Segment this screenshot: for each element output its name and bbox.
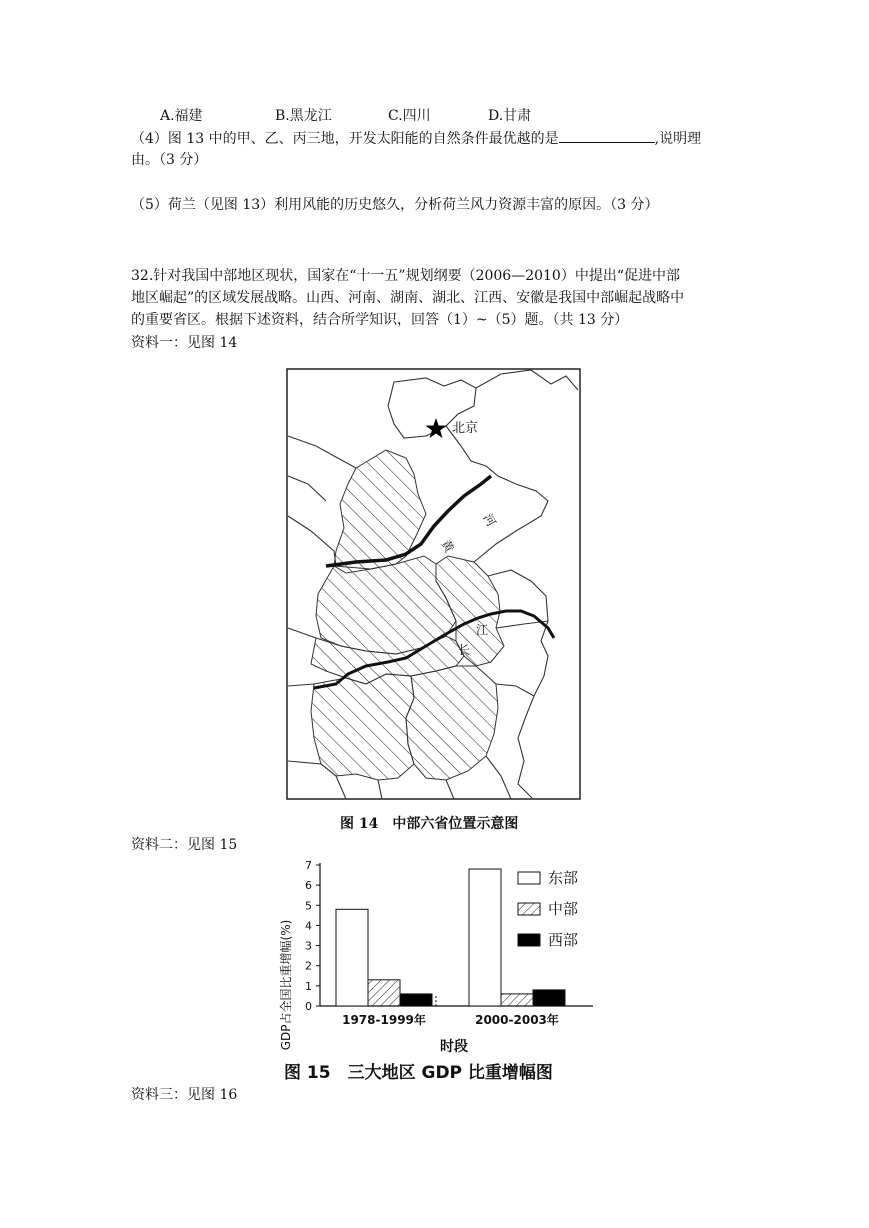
answer-blank[interactable] <box>559 128 655 143</box>
y-tick-label: 1 <box>305 979 312 993</box>
bar-1-3 <box>400 994 432 1006</box>
question-4-text: （4）图 13 中的甲、乙、丙三地，开发太阳能的自然条件最优越的是 <box>131 131 559 147</box>
question-4 <box>131 128 701 149</box>
changjiang-char-1: 江 <box>476 623 489 637</box>
question-32-line-3: 的重要省区。根据下述资料，结合所学知识，回答（1）~（5）题。（共 13 分） <box>131 312 629 328</box>
material-2-label: 资料二：见图 15 <box>131 837 238 853</box>
material-3-label: 资料三：见图 16 <box>131 1087 238 1103</box>
question-32-line-1: 32.针对我国中部地区现状，国家在“十一五”规划纲要（2006—2010）中提出“促进中部 <box>131 268 680 284</box>
y-axis-label: GDP占全国比重增幅(%) <box>279 919 293 1051</box>
bar-1-1 <box>336 909 368 1006</box>
central-six-provinces-map <box>286 366 582 802</box>
question-32-line-2: 地区崛起”的区域发展战略。山西、河南、湖南、湖北、江西、安徽是我国中部崛起战略中 <box>131 290 685 306</box>
question-4-line-2: 由。（3 分） <box>131 152 208 168</box>
option-d: D.甘肃 <box>488 108 532 124</box>
y-tick-label: 6 <box>305 879 312 893</box>
x-category-label: 1978-1999年 <box>342 1013 426 1027</box>
chart-legend <box>518 869 578 949</box>
bar-2-3 <box>533 990 565 1006</box>
legend-label: 东部 <box>548 869 579 887</box>
question-5: （5）荷兰（见图 13）利用风能的历史悠久，分析荷兰风力资源丰富的原因。（3 分） <box>131 197 659 213</box>
x-axis-label: 时段 <box>440 1039 468 1055</box>
figure-14-caption: 图 14 中部六省位置示意图 <box>340 816 519 832</box>
bar-2-1 <box>469 869 501 1006</box>
huanghe-char-2: 黄 <box>438 537 457 555</box>
bar-1-2 <box>368 980 400 1006</box>
huanghe-char-1: 河 <box>480 511 499 529</box>
legend-swatch <box>518 903 540 915</box>
figure-15-caption: 图 15 三大地区 GDP 比重增幅图 <box>284 1063 553 1083</box>
legend-swatch <box>518 872 540 884</box>
option-b: B.黑龙江 <box>275 108 332 124</box>
x-category-label: 2000-2003年 <box>475 1013 559 1027</box>
question-4-text-end: ,说明理 <box>654 131 702 147</box>
bar-2-2 <box>501 994 533 1006</box>
beijing-label: 北京 <box>452 421 479 436</box>
changjiang-char-2: 长 <box>458 643 471 657</box>
y-tick-label: 3 <box>305 939 312 953</box>
x-categories <box>342 1012 559 1027</box>
legend-swatch <box>518 934 540 946</box>
material-1-label: 资料一：见图 14 <box>131 335 238 351</box>
legend-label: 中部 <box>548 900 579 918</box>
y-tick-label: 5 <box>305 899 312 913</box>
answer-options <box>160 106 531 126</box>
option-c: C.四川 <box>388 108 431 124</box>
y-tick-label: 0 <box>305 1000 312 1013</box>
y-tick-label: 2 <box>305 959 312 973</box>
hunan-province <box>311 674 414 780</box>
gdp-share-chart <box>268 855 608 1055</box>
y-tick-label: 4 <box>305 919 312 933</box>
legend-label: 西部 <box>548 931 579 949</box>
option-a: A.福建 <box>160 108 203 124</box>
y-tick-label: 7 <box>305 859 312 872</box>
